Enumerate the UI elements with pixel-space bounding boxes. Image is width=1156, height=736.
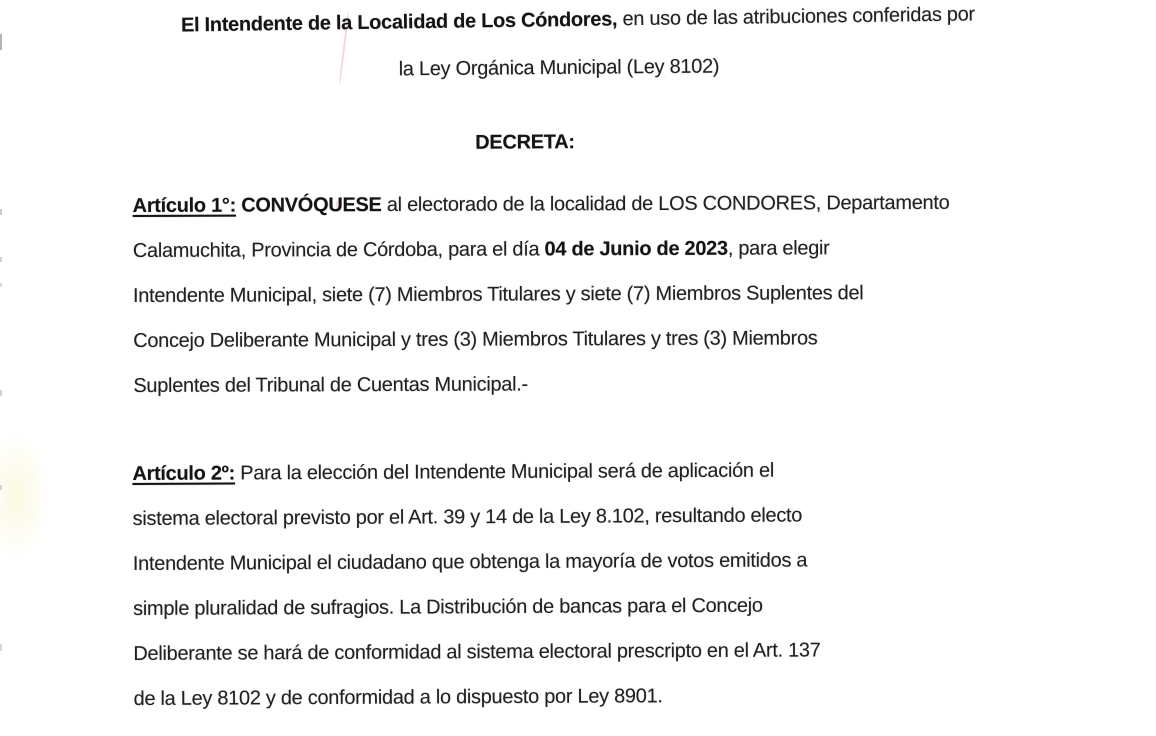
scan-edge-speck [0,209,2,215]
article-1 [133,181,991,409]
article-2-line-4: simple pluralidad de sufragios. La Distribución de bancas para el Concejo [133,594,763,620]
preamble-line-2: la Ley Orgánica Municipal (Ley 8102) [398,55,720,81]
preamble-line-1-rest: en uso de las atribuciones conferidas por [617,3,976,31]
article-2 [132,448,990,722]
article-2-line-1 [132,448,989,497]
convoke-word: CONVÓQUESE [235,194,382,217]
article-1-line-4: Concejo Deliberante Municipal y tres (3) Miembros Titulares y tres (3) Miembros [133,327,818,352]
scan-edge-speck [0,390,2,396]
scan-edge-speck [0,283,2,287]
scanned-decree-page [0,3,1156,736]
article-1-line-1-rest: al electorado de la localidad de LOS CONDORES, Departamento [381,191,950,217]
scan-edge-speck [0,485,2,490]
article-1-line-3: Intendente Municipal, siete (7) Miembros Titulares y siete (7) Miembros Suplentes del [132,282,864,307]
election-date: 04 de Junio de 2023 [544,237,728,261]
article-1-line-1 [133,181,990,229]
article-2-line-3: Intendente Municipal el ciudadano que obtenga la mayoría de votos emitidos a [132,549,808,576]
article-2-line-5: Deliberante se hará de conformidad al sistema electoral prescripto en el Art. 137 [133,639,821,665]
article-2-line-6: de la Ley 8102 y de conformidad a lo dispuesto por Ley 8901. [133,685,663,710]
scan-edge-speck [0,257,2,262]
article-2-label: Artículo 2º: [132,462,236,486]
scan-edge-speck [0,644,2,651]
article-1-label: Artículo 1°: [132,194,236,218]
article-2-line-1-rest: Para la elección del Intendente Municipal será de aplicación el [234,459,775,485]
article-2-line-2: sistema electoral previsto por el Art. 39 y 14 de la Ley 8.102, resultando electo [132,504,803,531]
article-1-line-5: Suplentes del Tribunal de Cuentas Municipal.- [133,373,528,397]
issuer-name: El Intendente de la Localidad de Los Cóndores, [180,8,618,37]
decree-heading: DECRETA: [475,131,575,154]
article-1-line-2-post: , para elegir [727,237,830,260]
paper-stain [0,431,52,561]
article-1-line-2 [133,226,990,274]
article-1-line-2-pre: Calamuchita, Provincia de Córdoba, para el día [132,238,545,263]
